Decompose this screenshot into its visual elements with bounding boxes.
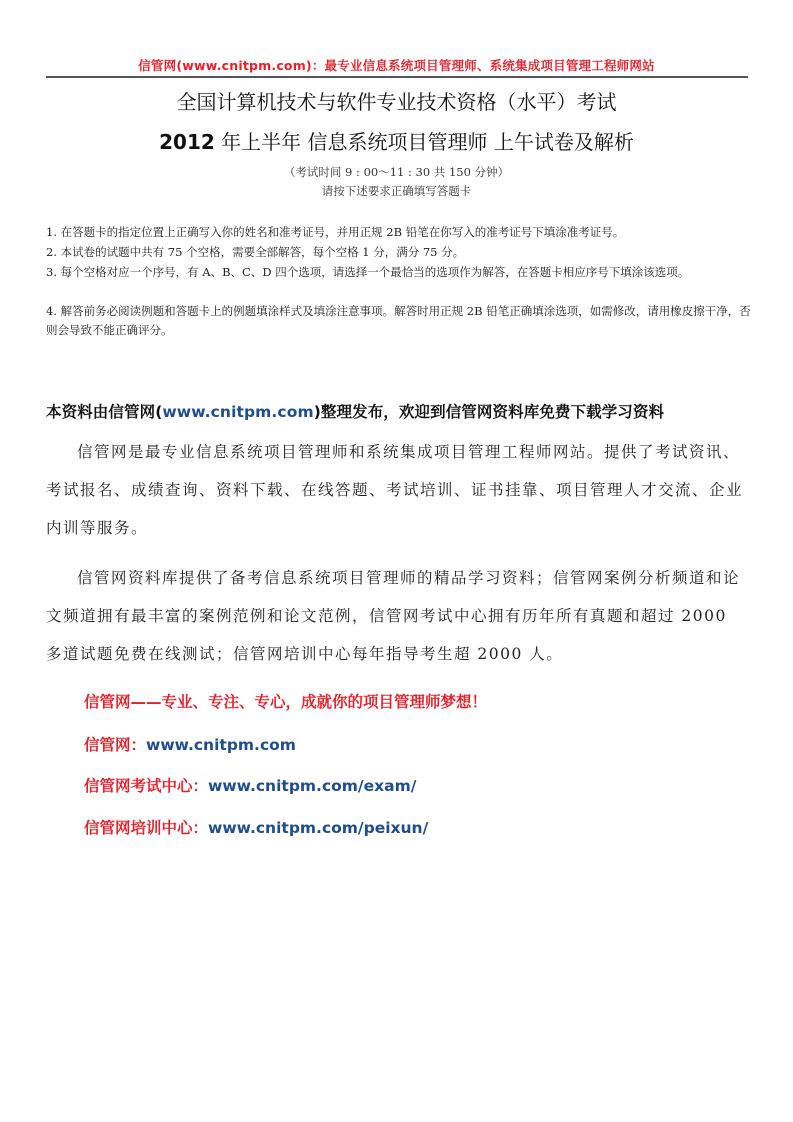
exam-center-label: 信管网考试中心： (84, 777, 209, 795)
site-link-label: 信管网： (84, 736, 147, 754)
rule-item: 3. 每个空格对应一个序号，有 A、B、C、D 四个选项，请选择一个最恰当的选项作为解答，在答题卡相应序号下填涂该选项。 (46, 265, 690, 279)
paper-year: 2012 (159, 130, 215, 154)
rule-item: 1. 在答题卡的指定位置上正确写入你的姓名和准考证号，并用正规 2B 铅笔在你写入的准考证号下填涂准考证号。 (46, 225, 625, 239)
exam-title: 全国计算机技术与软件专业技术资格（水平）考试 (176, 90, 617, 114)
motto: 信管网——专业、专注、专心，成就你的项目管理师梦想！ (84, 693, 488, 711)
training-center-link-line (84, 816, 428, 838)
running-header: 信管网(www.cnitpm.com)：最专业信息系统项目管理师、系统集成项目管理工程师网站 (138, 58, 655, 73)
training-center-label: 信管网培训中心： (84, 819, 209, 837)
site-link[interactable]: www.cnitpm.com (146, 736, 296, 754)
training-center-link[interactable]: www.cnitpm.com/peixun/ (208, 819, 429, 837)
exam-center-link-line (84, 774, 416, 796)
rule-item: 4. 解答前务必阅读例题和答题卡上的例题填涂样式及填涂注意事项。解答时用正规 2B 铅笔正确填涂选项，如需修改，请用橡皮擦干净，否则会导致不能正确评分。 (46, 304, 751, 337)
site-link-line (84, 733, 296, 755)
exam-center-link[interactable]: www.cnitpm.com/exam/ (208, 777, 417, 795)
resources-paragraph: 信管网资料库提供了备考信息系统项目管理师的精品学习资料；信管网案例分析频道和论文频道拥有最丰富的案例范例和论文范例，信管网考试中心拥有历年所有真题和超过 2000 多道试题免费在线测试；信管网培训中心每年指导考生超 2000 人。 (46, 569, 741, 663)
promo-heading-prefix: 本资料由信管网( (46, 403, 163, 421)
header-divider (46, 76, 748, 78)
answer-card-instruction: 请按下述要求正确填写答题卡 (321, 184, 472, 198)
intro-paragraph: 信管网是最专业信息系统项目管理师和系统集成项目管理工程师网站。提供了考试资讯、考试报名、成绩查询、资料下载、在线答题、考试培训、证书挂靠、项目管理人才交流、企业内训等服务。 (46, 443, 744, 537)
rule-item: 2. 本试卷的试题中共有 75 个空格，需要全部解答，每个空格 1 分，满分 75 分。 (46, 245, 465, 259)
paper-title (0, 126, 793, 155)
promo-heading-suffix: )整理发布，欢迎到信管网资料库免费下载学习资料 (313, 403, 665, 421)
promo-heading-link[interactable]: www.cnitpm.com (162, 403, 314, 421)
exam-time: （考试时间 9 : 00～11 : 30 共 150 分钟） (283, 165, 510, 179)
promo-heading (46, 400, 664, 422)
paper-title-text: 年上半年 信息系统项目管理师 上午试卷及解析 (214, 130, 634, 154)
